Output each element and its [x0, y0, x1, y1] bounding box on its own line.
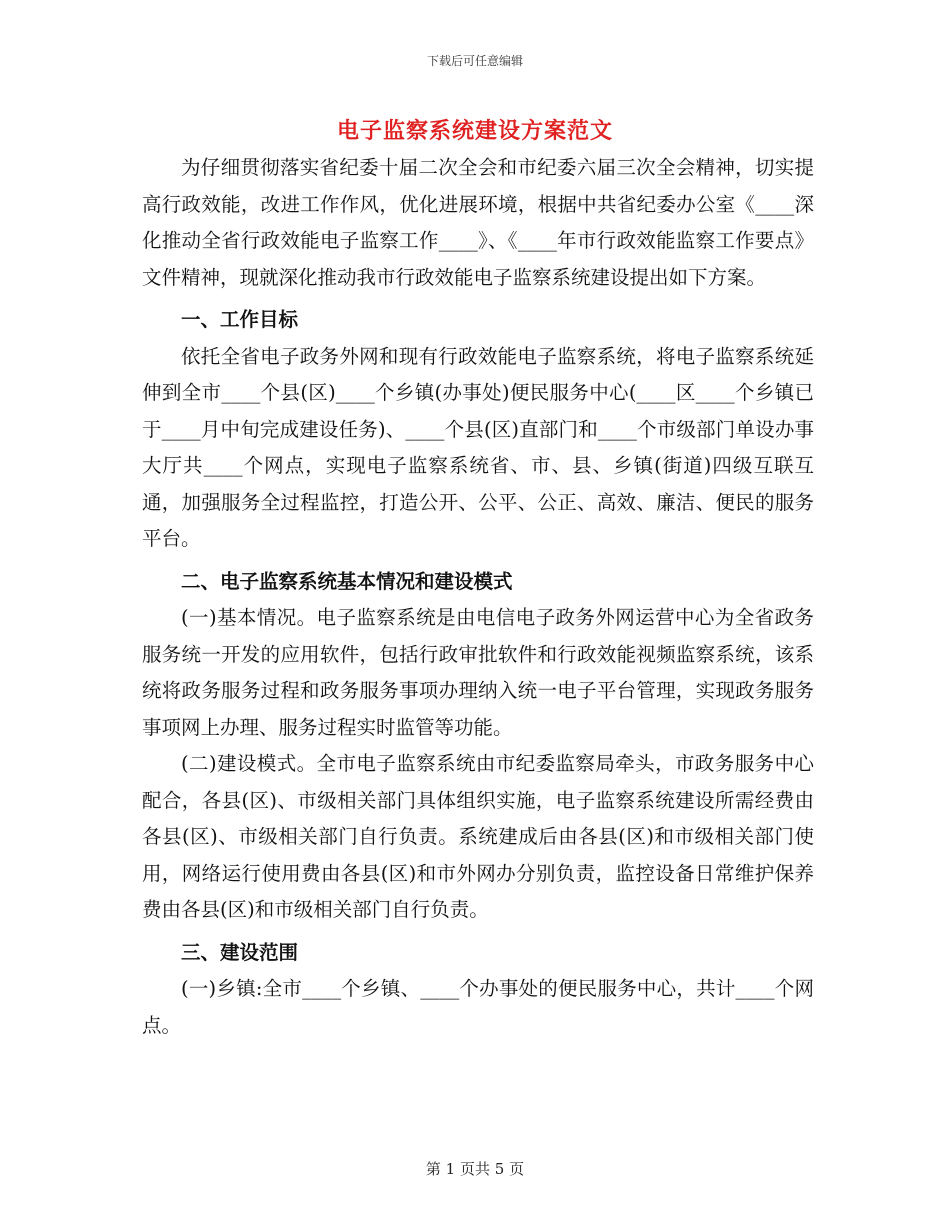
- document-body: [142, 150, 814, 1044]
- paragraph-basic-situation: (一)基本情况。电子监察系统是由电信电子政务外网运营中心为全省政务服务统一开发的应用软件，包括行政审批软件和行政效能视频监察系统，该系统将政务服务过程和政务服务事项办理纳入统一电子平台管理，实现政务服务事项网上办理、服务过程实时监管等功能。: [142, 606, 814, 739]
- paragraph-intro: 为仔细贯彻落实省纪委十届二次全会和市纪委六届三次全会精神，切实提高行政效能，改进工作作风，优化进展环境，根据中共省纪委办公室《____深化推动全省行政效能电子监察工作____》、《____年市行政效能监察工作要点》文件精神，现就深化推动我市行政效能电子监察系统建设提出如下方案。: [142, 156, 814, 289]
- header-note: 下载后可任意编辑: [426, 54, 523, 68]
- paragraph-scope-towns: (一)乡镇:全市____个乡镇、____个办事处的便民服务中心，共计____个网点。: [142, 977, 814, 1037]
- document-title: 电子监察系统建设方案范文: [336, 119, 613, 144]
- section-heading-goals: 一、工作目标: [181, 308, 299, 331]
- page-number: 第 1 页共 5 页: [425, 1160, 525, 1178]
- section-heading-basics: 二、电子监察系统基本情况和建设模式: [181, 569, 513, 593]
- paragraph-goals: 依托全省电子政务外网和现有行政效能电子监察系统，将电子监察系统延伸到全市____个县(区)____个乡镇(办事处)便民服务中心(____区____个乡镇已于____月中旬完成建设任务)、____个县(区)直部门和____个市级部门单设办事大厅共____个网点，实现电子监察系统省、市、县、乡镇(街道)四级互联互通，加强服务全过程监控，打造公开、公平、公正、高效、廉洁、便民的服务平台。: [142, 344, 814, 550]
- paragraph-construction-mode: (二)建设模式。全市电子监察系统由市纪委监察局牵头，市政务服务中心配合，各县(区)、市级相关部门具体组织实施，电子监察系统建设所需经费由各县(区)、市级相关部门自行负责。系统建成后由各县(区)和市级相关部门使用，网络运行使用费由各县(区)和市外网办分别负责，监控设备日常维护保养费由各县(区)和市级相关部门自行负责。: [142, 752, 814, 921]
- section-heading-scope: 三、建设范围: [181, 940, 299, 964]
